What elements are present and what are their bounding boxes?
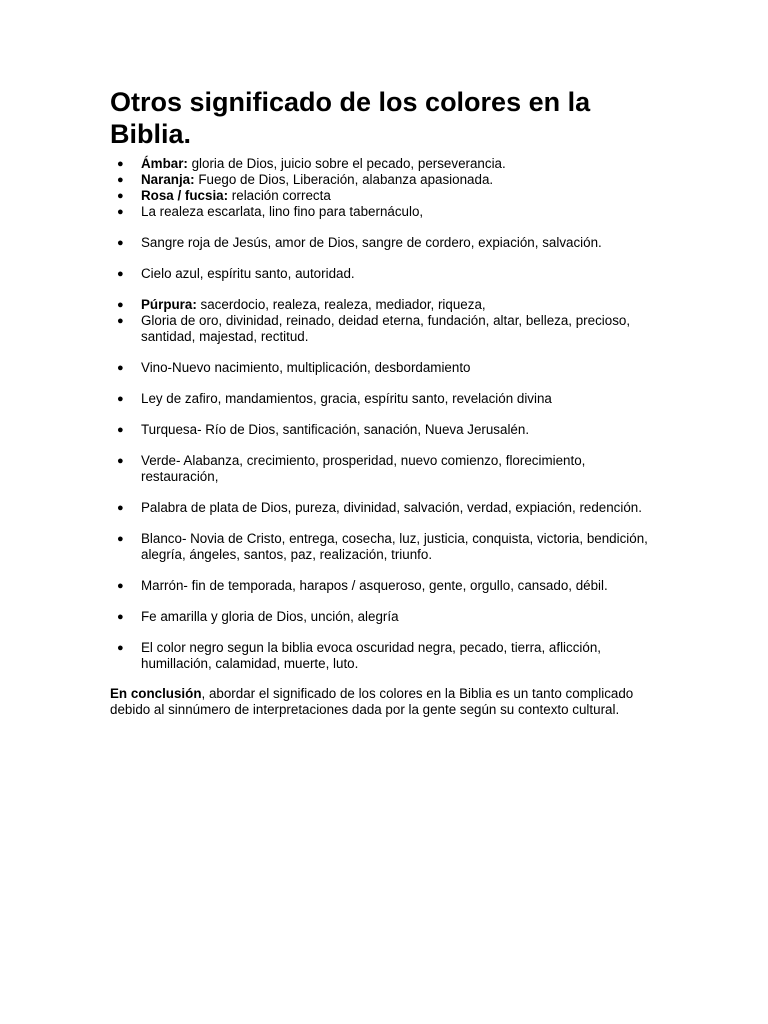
list-item bbox=[110, 235, 655, 251]
bullet-icon: ● bbox=[117, 158, 124, 170]
list-item bbox=[110, 391, 655, 407]
item-text: Marrón- fin de temporada, harapos / asqueroso, gente, orgullo, cansado, débil. bbox=[141, 578, 608, 593]
bullet-icon: ● bbox=[117, 393, 124, 405]
item-text: gloria de Dios, juicio sobre el pecado, perseverancia. bbox=[187, 156, 506, 171]
list-item bbox=[110, 297, 655, 313]
item-text: Vino-Nuevo nacimiento, multiplicación, desbordamiento bbox=[141, 360, 471, 375]
bullet-icon: ● bbox=[117, 190, 124, 202]
item-text: Sangre roja de Jesús, amor de Dios, sangre de cordero, expiación, salvación. bbox=[141, 235, 602, 250]
color-meaning-list bbox=[110, 156, 655, 672]
list-item bbox=[110, 188, 655, 204]
bullet-icon: ● bbox=[117, 362, 124, 374]
conclusion-paragraph bbox=[110, 686, 655, 718]
bullet-icon: ● bbox=[117, 424, 124, 436]
list-item bbox=[110, 640, 655, 672]
bullet-icon: ● bbox=[117, 580, 124, 592]
bullet-icon: ● bbox=[117, 237, 124, 249]
item-term: Rosa / fucsia: bbox=[141, 188, 229, 203]
bullet-icon: ● bbox=[117, 268, 124, 280]
list-item bbox=[110, 578, 655, 594]
bullet-icon: ● bbox=[117, 299, 124, 311]
document-page bbox=[110, 86, 655, 731]
list-item bbox=[110, 156, 655, 172]
item-text: Turquesa- Río de Dios, santificación, sanación, Nueva Jerusalén. bbox=[141, 422, 530, 437]
item-text: Verde- Alabanza, crecimiento, prosperidad, nuevo comienzo, florecimiento, restauración, bbox=[141, 453, 586, 484]
list-item bbox=[110, 204, 655, 220]
item-text: Fuego de Dios, Liberación, alabanza apasionada. bbox=[194, 172, 494, 187]
page-title: Otros significado de los colores en la Biblia. bbox=[110, 87, 591, 149]
item-text: Cielo azul, espíritu santo, autoridad. bbox=[141, 266, 355, 281]
bullet-icon: ● bbox=[117, 455, 124, 467]
item-text: Fe amarilla y gloria de Dios, unción, alegría bbox=[141, 609, 399, 624]
item-term: Púrpura: bbox=[141, 297, 197, 312]
bullet-icon: ● bbox=[117, 502, 124, 514]
list-item bbox=[110, 313, 655, 345]
list-item bbox=[110, 531, 655, 563]
item-text: Ley de zafiro, mandamientos, gracia, espíritu santo, revelación divina bbox=[141, 391, 552, 406]
item-text: relación correcta bbox=[228, 188, 331, 203]
item-text: El color negro segun la biblia evoca oscuridad negra, pecado, tierra, aflicción, humillación, calamidad, muerte, luto. bbox=[141, 640, 602, 671]
item-text: Blanco- Novia de Cristo, entrega, cosecha, luz, justicia, conquista, victoria, bendición, alegría, ángeles, santos, paz, realización, triunfo. bbox=[141, 531, 648, 562]
list-item bbox=[110, 360, 655, 376]
list-item bbox=[110, 172, 655, 188]
list-item bbox=[110, 266, 655, 282]
bullet-icon: ● bbox=[117, 642, 124, 654]
bullet-icon: ● bbox=[117, 206, 124, 218]
list-item bbox=[110, 500, 655, 516]
item-text: La realeza escarlata, lino fino para tabernáculo, bbox=[141, 204, 424, 219]
item-text: Gloria de oro, divinidad, reinado, deidad eterna, fundación, altar, belleza, precioso, santidad, majestad, rectitud. bbox=[141, 313, 631, 344]
bullet-icon: ● bbox=[117, 315, 124, 327]
conclusion-lead: En conclusión bbox=[110, 686, 202, 701]
bullet-icon: ● bbox=[117, 174, 124, 186]
item-text: Palabra de plata de Dios, pureza, divinidad, salvación, verdad, expiación, redención. bbox=[141, 500, 642, 515]
conclusion-text: , abordar el significado de los colores en la Biblia es un tanto complicado debido al sinnúmero de interpretaciones dada por la gente según su contexto cultural. bbox=[110, 686, 634, 717]
item-text: sacerdocio, realeza, realeza, mediador, riqueza, bbox=[196, 297, 486, 312]
list-item bbox=[110, 609, 655, 625]
item-term: Ámbar: bbox=[141, 156, 188, 171]
item-term: Naranja: bbox=[141, 172, 195, 187]
bullet-icon: ● bbox=[117, 611, 124, 623]
bullet-icon: ● bbox=[117, 533, 124, 545]
list-item bbox=[110, 453, 655, 485]
list-item bbox=[110, 422, 655, 438]
